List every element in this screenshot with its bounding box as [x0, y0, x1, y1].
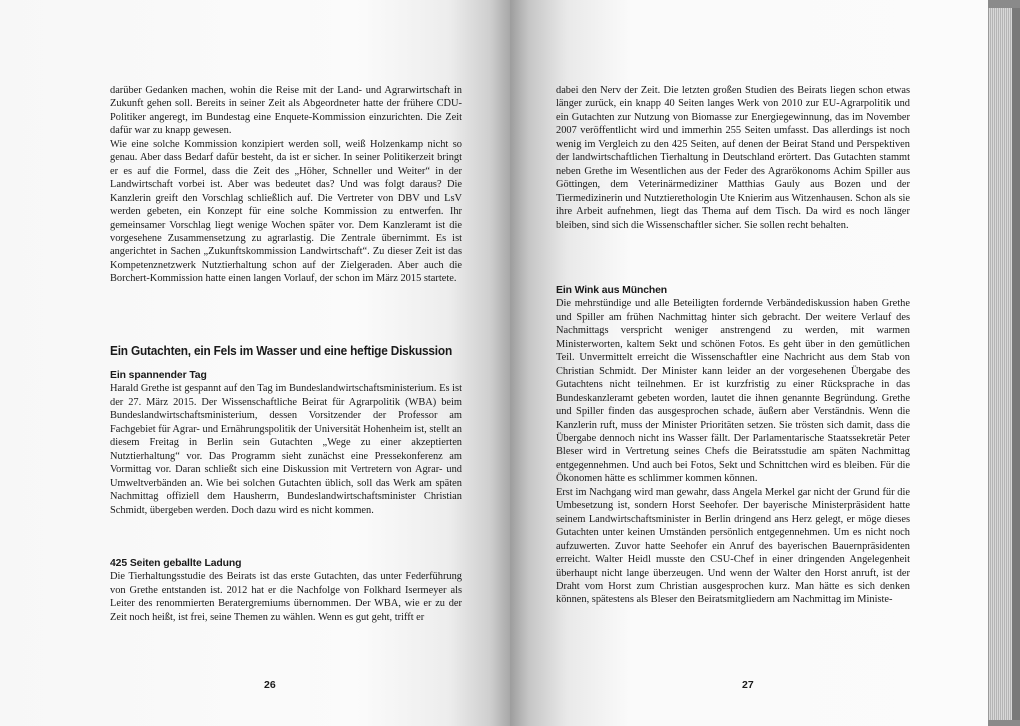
chapter-heading: Ein Gutachten, ein Fels im Wasser und eine heftige Diskussion — [110, 344, 453, 358]
page-edges-shadow — [1012, 8, 1020, 720]
section-heading: Ein spannender Tag — [110, 370, 207, 381]
page-edges — [988, 8, 1013, 720]
paragraph: dabei den Nerv der Zeit. Die letzten großen Studien des Beirats liegen schon etwas länger zurück, ein knapp 40 Seiten langes Werk von 2010 zur EU-Agrarpolitik und ein Gutachten zur Nutzung von Biomasse zur Energiegewinnung, das im November 2007 veröffentlicht wird und immerhin 255 Seiten umfasst. Das allerdings ist noch wenig im Vergleich zu den 425 Seiten, auf denen der Beirat Stand und Perspektiven der landwirtschaftlichen Tierhaltung in Deutschland erörtert. Das Gutachten stammt neben Grethe im Wesentlichen aus der Feder des Agrarökonoms Achim Spiller aus Göttingen, dem Veterinärmediziner Matthias Gauly aus Bozen und der Tiermedizinerin und Nutztierethologin Ute Knierim aus Witzenhausen. Schon als sie ihre Arbeit aufnehmen, liegt das Thema auf dem Tisch. Da wird es noch länger bleiben, sind sich die Wissenschaftler sicher. Sie sollen recht behalten. — [556, 85, 910, 231]
left-section-1 — [110, 369, 462, 517]
section-heading: 425 Seiten geballte Ladung — [110, 558, 242, 569]
paragraph: Wie eine solche Kommission konzipiert werden soll, weiß Holzenkamp nicht so genau. Aber dass Bedarf dafür besteht, da ist er sicher. In seiner Politikerzeit bringt er es auf die Formel, dass die Zeit des „Höher, Schneller und Weiter“ in der Landwirtschaft vorbei ist. Aber was bedeutet das? Und was folgt daraus? Die Kanzlerin greift den Vorschlag schließlich auf. Die Vertreter von DBV und LsV werden gebeten, ein Konzept für eine solche Kommission zu entwerfen. Ihr gemeinsamer Vorschlag liegt wenige Wochen später vor. Dem Kanzleramt ist die vorgesehene Zusammensetzung zu agrarlastig. Die Zentrale übernimmt. Es ist angerichtet in Sachen „Zukunftskommission Landwirtschaft“. Zu dieser Zeit ist das Kompetenznetzwerk Nutztierhaltung schon auf der Zielgeraden. Aber auch die Borchert-Kommission hatte einen langen Vorlauf, der schon im März 2015 startete. — [110, 138, 462, 285]
page-number: 26 — [264, 679, 276, 691]
left-top-text — [110, 84, 462, 286]
right-page — [510, 0, 988, 726]
section-heading: Ein Wink aus München — [556, 285, 668, 296]
paragraph: Erst im Nachgang wird man gewahr, dass Angela Merkel gar nicht der Grund für die Umbesetzung ist, sondern Horst Seehofer. Der bayerische Ministerpräsident hatte seinem Landwirtschaftsminister in Berlin dringend ans Herz gelegt, er möge dieses Gutachten unter keinen Umständen persönlich entgegennehmen. Um es nicht noch aufzuwerten. Zuvor hatte Seehofer ein Anruf des bayerischen Bauernpräsidenten erreicht. Walter Heidl musste den CSU-Chef in einer dringenden Angelegenheit überhaupt nicht lange überzeugen. Und wenn der Walter den Horst anruft, ist der Draht vom Horst zum Christian ausgesprochen kurz. Man hätte es sich denken können, spätestens als Bleser den Beiratsmitgliedern am Nachmittag im Ministe- — [556, 486, 910, 606]
paragraph: Harald Grethe ist gespannt auf den Tag im Bundeslandwirtschaftsministerium. Es ist der 27. März 2015. Der Wissenschaftliche Beirat für Agrarpolitik (WBA) beim Bundeslandwirtschaftsministerium, dessen Vorsitzender der Professor am Fachgebiet für Agrar- und Ernährungspolitik der Universität Hohenheim ist, stellt an diesem Freitag in Berlin sein Gutachten „Wege zu einer akzeptierten Nutztierhaltung“ vor. Das Programm sieht zunächst eine Pressekonferenz am Vormittag vor. Daran schließt sich eine Diskussion mit Vertretern von Agrar- und Umweltverbänden an. Wie bei solchen Gutachten üblich, soll das Werk am späten Nachmittag offiziell dem Hausherrn, Bundeslandwirtschaftsminister Christian Schmidt, übergeben werden. Doch dazu wird es nicht kommen. — [110, 383, 462, 516]
left-section-2 — [110, 557, 462, 624]
paragraph: Die mehrstündige und alle Beteiligten fordernde Verbändediskussion haben Grethe und Spiller am frühen Nachmittag hinter sich gebracht. Der weitere Verlauf des Nachmittags verspricht weniger anstrengend zu werden, mit warmen Ministerworten, kaltem Sekt und schönen Fotos. Es geht über in den gemütlichen Teil. Unvermittelt erreicht die Wissenschaftler eine Nachricht aus dem Stab von Christian Schmidt. Der Minister kann leider an der vorgesehenen Übergabe des Gutachtens nicht teilnehmen. Er ist kurzfristig zu einer Rücksprache in das Bundeskanzleramt gebeten worden, lautet die ihnen genannte Begründung. Grethe und Spiller finden das ausgesprochen schade, äußern aber Verständnis. Wenn die Kanzlerin ruft, muss der Minister Prioritäten setzen. Sie trösten sich damit, dass die Übergabe dennoch nicht ins Wasser fällt. Der Parlamentarische Staatssekretär Peter Bleser wird in Vertretung seines Chefs die Beiratsstudie am späten Nachmittag entgegennehmen. Und auch bei Fotos, Sekt und Schnittchen wird es bleiben. Für die Ökonomen hätte es schlimmer kommen können. — [556, 298, 910, 485]
right-section — [556, 284, 910, 607]
paragraph: darüber Gedanken machen, wohin die Reise mit der Land- und Agrarwirtschaft in Zukunft gehen soll. Bereits in seiner Zeit als Abgeordneter hatte der frühere CDU-Politiker angeregt, im Bundestag eine Enquete-Kommission einzurichten. Die Zeit dafür war zu knapp gewesen. — [110, 85, 462, 137]
page-number: 27 — [742, 679, 754, 691]
right-top-text — [556, 84, 910, 232]
paragraph: Die Tierhaltungsstudie des Beirats ist das erste Gutachten, das unter Federführung von Grethe entstanden ist. 2012 hat er die Nachfolge von Folkhard Isermeyer als Leiter des renommierten Beratergremiums übernommen. Der WBA, wie er zu der Zeit noch heißt, ist frei, seine Themen zu wählen. Wenn es gut geht, trifft er — [110, 571, 462, 623]
